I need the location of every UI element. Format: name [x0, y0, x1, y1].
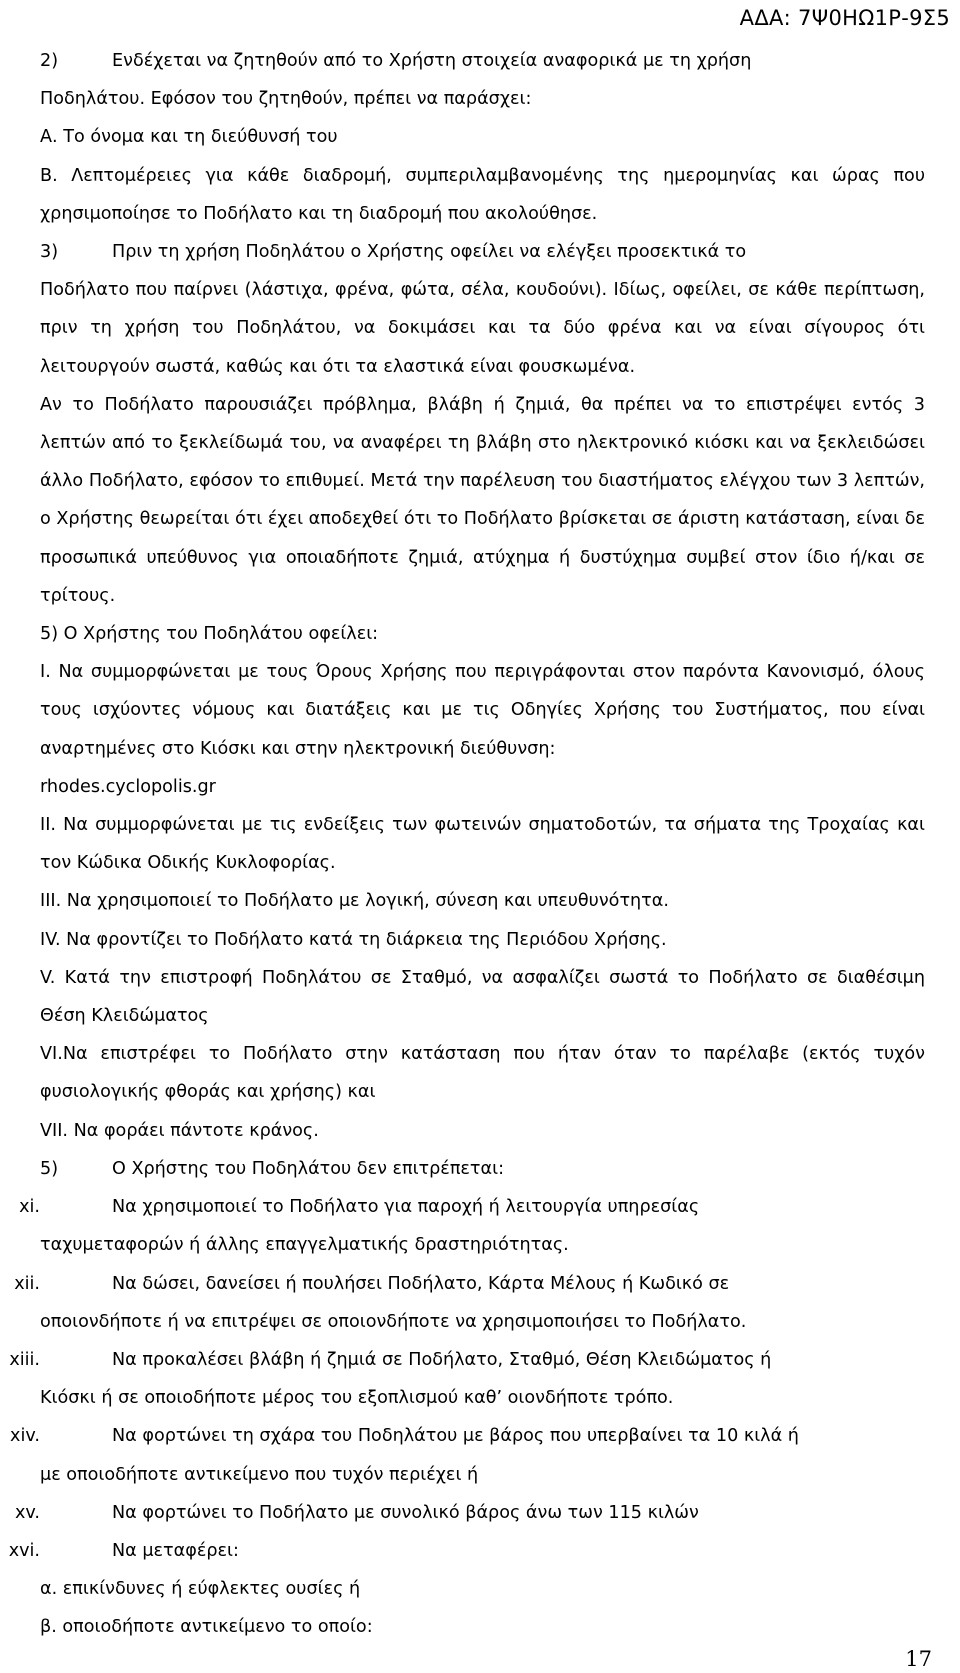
- prohibition-item: [8, 1532, 925, 1570]
- prohibition-item: [14, 1494, 925, 1532]
- prohibition-beta: β. οποιοδήποτε αντικείμενο το οποίο:: [40, 1617, 373, 1638]
- prohibition-first-line: [0, 1532, 925, 1570]
- prohibition-first-line: [0, 1341, 925, 1379]
- prohibition-text: Να δώσει, δανείσει ή πουλήσει Ποδήλατο, Κάρτα Μέλους ή Κωδικό σε: [112, 1273, 730, 1294]
- prohibition-number: xi.: [19, 1197, 40, 1218]
- item-5b-heading: [40, 1150, 925, 1188]
- prohibition-continuation: Κιόσκι ή σε οποιοδήποτε μέρος του εξοπλισμού καθ’ οιονδήποτε τρόπο.: [40, 1388, 674, 1409]
- item-number: 3): [40, 242, 59, 263]
- item-text: Ο Χρήστης του Ποδηλάτου δεν επιτρέπεται:: [112, 1158, 504, 1179]
- obligation-vii: VII. Να φοράει πάντοτε κράνος.: [40, 1120, 319, 1141]
- prohibition-item: [9, 1341, 925, 1417]
- prohibition-list: [8, 1188, 925, 1570]
- prohibition-first-line: [0, 1417, 925, 1455]
- prohibition-item: [10, 1417, 925, 1493]
- prohibition-first-line: [0, 1188, 925, 1226]
- prohibition-item: [19, 1188, 925, 1264]
- prohibition-text: Να προκαλέσει βλάβη ή ζημιά σε Ποδήλατο, Σταθμό, Θέση Κλειδώματος ή: [112, 1349, 772, 1370]
- prohibition-continuation: ταχυμεταφορών ή άλλης επαγγελματικής δραστηριότητας.: [40, 1235, 569, 1256]
- prohibition-text: Να μεταφέρει:: [112, 1540, 239, 1561]
- item-number: 5): [40, 1158, 59, 1179]
- prohibition-number: xvi.: [8, 1540, 40, 1561]
- prohibition-alpha: α. επικίνδυνες ή εύφλεκτες ουσίες ή: [40, 1579, 361, 1600]
- prohibition-first-line: [0, 1265, 925, 1303]
- item-text: Πριν τη χρήση Ποδηλάτου ο Χρήστης οφείλει να ελέγξει προσεκτικά το: [112, 242, 747, 263]
- obligation-iv: ΙV. Να φροντίζει το Ποδήλατο κατά τη διάρκεια της Περιόδου Χρήσης.: [40, 929, 667, 950]
- prohibition-text: Να φορτώνει το Ποδήλατο με συνολικό βάρος άνω των 115 κιλών: [112, 1502, 699, 1523]
- item-2-b: Β. Λεπτομέρειες για κάθε διαδρομή, συμπεριλαμβανομένης της ημερομηνίας και ώρας που χρησιμοποίησε το Ποδήλατο και τη διαδρομή που ακολούθησε.: [40, 165, 925, 224]
- prohibition-text: Να χρησιμοποιεί το Ποδήλατο για παροχή ή λειτουργία υπηρεσίας: [112, 1197, 700, 1218]
- obligation-vi: VI.Να επιστρέφει το Ποδήλατο στην κατάσταση που ήταν όταν το παρέλαβε (εκτός τυχόν φυσιολογικής φθοράς και χρήσης) και: [40, 1044, 925, 1103]
- ada-code: ΑΔΑ: 7Ψ0ΗΩ1Ρ-9Σ5: [739, 6, 950, 30]
- obligation-url: rhodes.cyclopolis.gr: [40, 776, 216, 797]
- item-3-first-line: [40, 233, 925, 271]
- prohibition-continuation: με οποιοδήποτε αντικείμενο που τυχόν περιέχει ή: [40, 1464, 479, 1485]
- page-number: 17: [905, 1647, 932, 1671]
- item-2-first-line: [40, 42, 925, 80]
- prohibition-continuation: οποιονδήποτε ή να επιτρέψει σε οποιονδήποτε να χρησιμοποιήσει το Ποδήλατο.: [40, 1311, 747, 1332]
- obligation-v: V. Κατά την επιστροφή Ποδηλάτου σε Σταθμό, να ασφαλίζει σωστά το Ποδήλατο σε διαθέσιμη Θέση Κλειδώματος: [40, 967, 925, 1027]
- item-3-paragraph-2: Αν το Ποδήλατο παρουσιάζει πρόβλημα, βλάβη ή ζημιά, θα πρέπει να το επιστρέψει εντός 3 λεπτών από το ξεκλείδωμά του, να αναφέρει τη βλάβη στο ηλεκτρονικό κιόσκι και να ξεκλειδώσει άλλο Ποδήλατο, εφόσον το επιθυμεί. Μετά την παρέλευση του διαστήματος ελέγχου των 3 λεπτών, ο Χρήστης θεωρείται ότι έχει αποδεχθεί ότι το Ποδήλατο βρίσκεται σε άριστη κατάσταση, είναι δε προσωπικά υπεύθυνος για οποιαδήποτε ζημιά, ατύχημα ή δυστύχημα συμβεί στον ίδιο ή/και σε τρίτους.: [40, 394, 925, 606]
- prohibition-number: xii.: [14, 1273, 40, 1294]
- item-2-a: Α. Το όνομα και τη διεύθυνσή του: [40, 127, 338, 148]
- item-number: 2): [40, 51, 59, 71]
- prohibition-text: Να φορτώνει τη σχάρα του Ποδηλάτου με βάρος που υπερβαίνει τα 10 κιλά ή: [112, 1426, 799, 1447]
- item-text: Ενδέχεται να ζητηθούν από το Χρήστη στοιχεία αναφορικά με τη χρήση: [112, 51, 752, 71]
- prohibition-first-line: [0, 1494, 925, 1532]
- document-body: [8, 42, 925, 1647]
- prohibition-number: xiv.: [10, 1426, 40, 1447]
- item-3-continuation: Ποδήλατο που παίρνει (λάστιχα, φρένα, φώτα, σέλα, κουδούνι). Ιδίως, οφείλει, σε κάθε περίπτωση, πριν τη χρήση του Ποδηλάτου, να δοκιμάσει και τα δύο φρένα και να είναι σίγουρος ότι λειτουργούν σωστά, καθώς και ότι τα ελαστικά είναι φουσκωμένα.: [40, 280, 925, 377]
- prohibition-item: [14, 1265, 925, 1341]
- item-5-heading: 5) Ο Χρήστης του Ποδηλάτου οφείλει:: [40, 624, 379, 645]
- prohibition-number: xiii.: [9, 1349, 40, 1370]
- item-2-continuation: Ποδηλάτου. Εφόσον του ζητηθούν, πρέπει να παράσχει:: [40, 89, 532, 110]
- obligation-i: Ι. Να συμμορφώνεται με τους Όρους Χρήσης που περιγράφονται στον παρόντα Κανονισμό, όλους τους ισχύοντες νόμους και διατάξεις και με τις Οδηγίες Χρήσης του Συστήματος, που είναι αναρτημένες στο Κιόσκι και στην ηλεκτρονική διεύθυνση:: [40, 662, 925, 759]
- obligation-ii: ΙΙ. Να συμμορφώνεται με τις ενδείξεις των φωτεινών σηματοδοτών, τα σήματα της Τροχαίας και τον Κώδικα Οδικής Κυκλοφορίας.: [40, 815, 925, 874]
- prohibition-number: xv.: [14, 1502, 40, 1523]
- obligation-iii: ΙΙΙ. Να χρησιμοποιεί το Ποδήλατο με λογική, σύνεση και υπευθυνότητα.: [40, 891, 669, 912]
